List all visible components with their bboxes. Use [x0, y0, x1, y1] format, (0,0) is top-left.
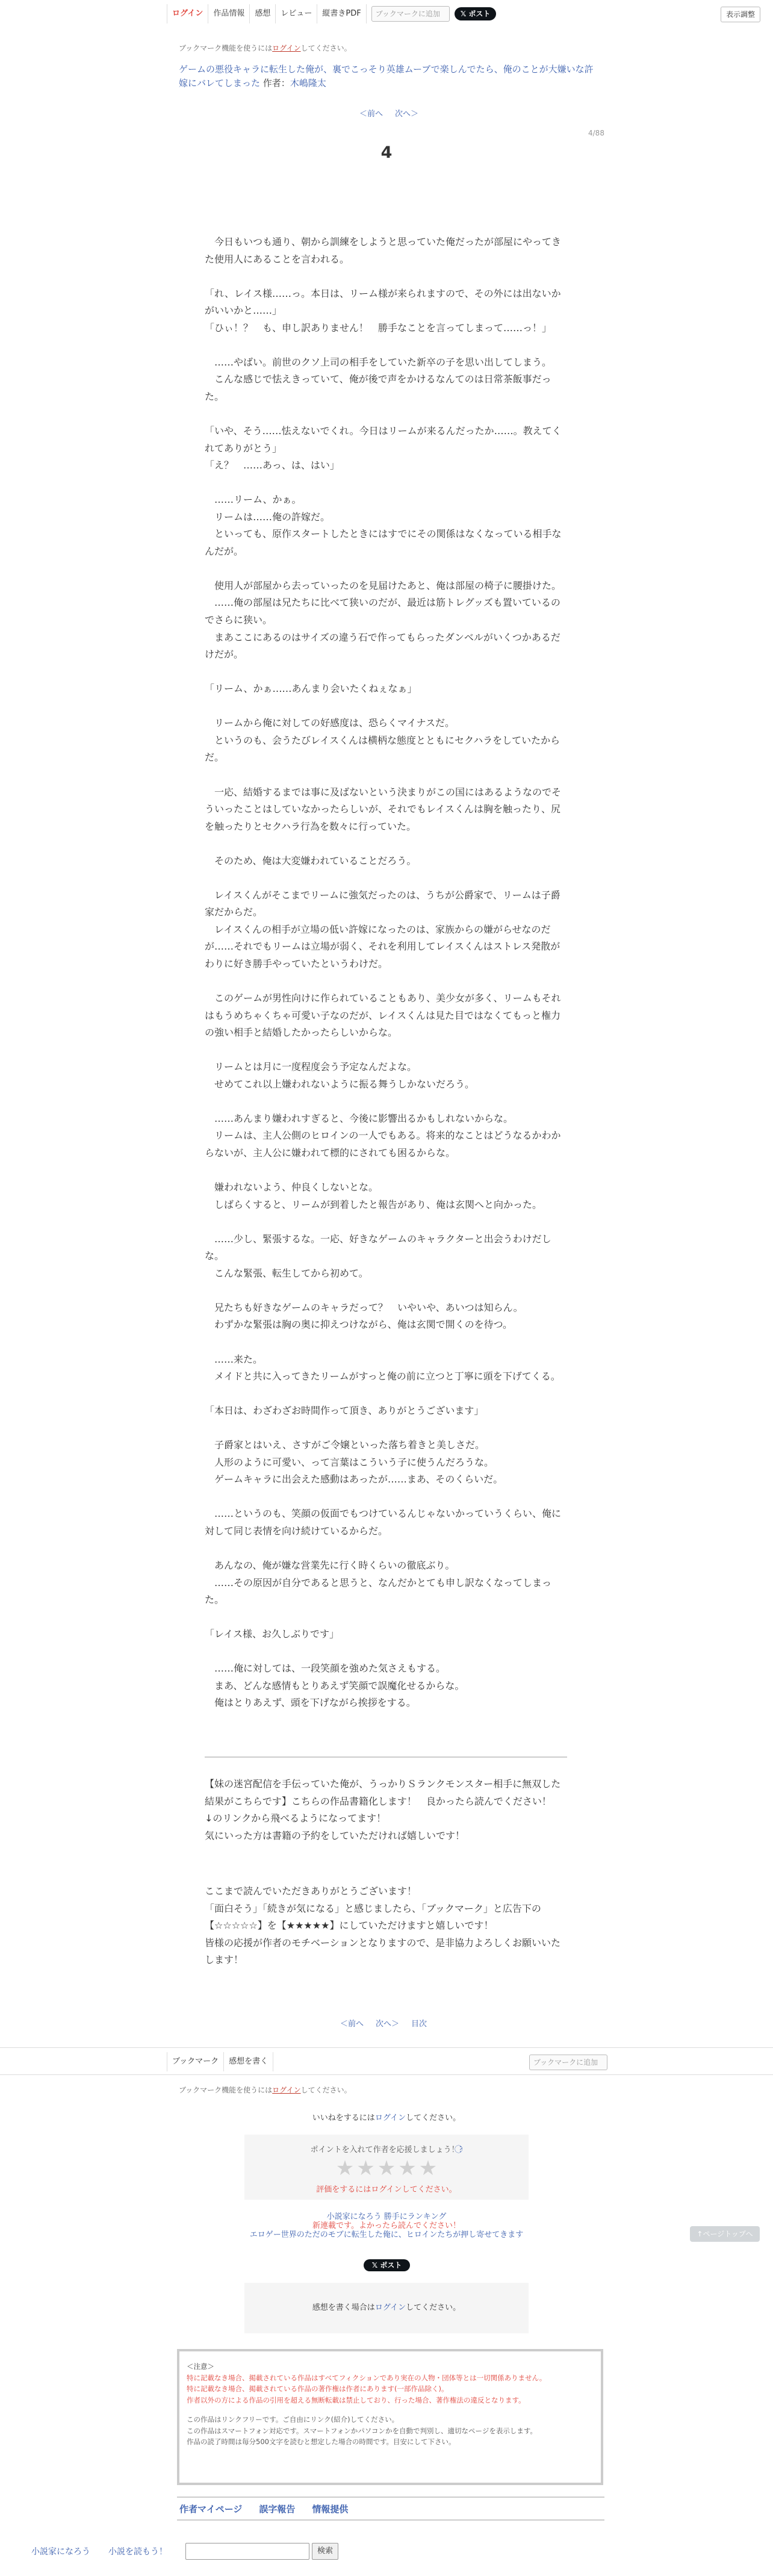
body-paragraph: 人形のように可愛い、って言葉はこういう子に使うんだろうな。: [205, 1456, 494, 1468]
body-paragraph: わずかな緊張は胸の奥に抑えつけながら、俺は玄関で開くのを待つ。: [205, 1319, 513, 1331]
body-paragraph: [205, 1643, 568, 1661]
bottom-bar-menu: [167, 2052, 273, 2071]
bookmark-link[interactable]: ブックマーク: [167, 2052, 224, 2071]
notice-gray-line: この作品はスマートフォン対応です。スマートフォンかパソコンかを自動で判別し、適切なページを表示します。: [187, 2426, 537, 2435]
typo-report-link[interactable]: 誤字報告: [259, 2503, 296, 2515]
vertical-pdf-link[interactable]: 縦書きPDF: [317, 4, 366, 23]
work-info-link[interactable]: 作品情報: [208, 4, 250, 23]
note-login-link[interactable]: ログイン: [272, 44, 301, 52]
body-paragraph: 「いや、そう……怯えないでくれ。今日はリームが来るんだったか……。教えてくれてありがとう」: [205, 425, 562, 454]
body-paragraph: [205, 1162, 568, 1180]
body-paragraph: [205, 268, 568, 285]
body-paragraph: 兄たちも好きなゲームのキャラだって？ いやいや、あいつは知らん。: [205, 1301, 523, 1313]
body-paragraph: あんなの、俺が嫌な営業先に行く時くらいの徹底ぶり。: [205, 1560, 455, 1572]
afterword-paragraph: 「面白そう」「続きが気になる」と感じましたら、「ブックマーク」と広告下の【☆☆☆☆☆】を【★★★★★】にしていただけますと嬉しいです！: [205, 1902, 541, 1932]
body-paragraph: ……やばい。前世のクソ上司の相手をしていた新卒の子を思い出してしまう。: [205, 356, 552, 368]
body-paragraph: リームとは月に一度程度会う予定なんだよな。: [205, 1061, 417, 1073]
notice-box: [177, 2349, 603, 2485]
note-login-link-bottom[interactable]: ログイン: [272, 2086, 301, 2094]
rating-star-icon[interactable]: ★: [398, 2156, 417, 2180]
body-paragraph: 使用人が部屋から去っていったのを見届けたあと、俺は部屋の椅子に腰掛けた。: [205, 579, 562, 591]
body-paragraph: リームは、主人公側のヒロインの一人でもある。将来的なことはどうなるかわからないが、主人公に嫌われて標的にされても困るからな。: [205, 1130, 561, 1159]
ranking-block: [0, 2212, 773, 2239]
body-paragraph: [205, 973, 568, 991]
rating-stars: [244, 2158, 529, 2179]
impressions-suffix: してください。: [406, 2303, 461, 2312]
notice-gap: [187, 2406, 594, 2414]
iine-login-link[interactable]: ログイン: [374, 2114, 406, 2123]
body-paragraph: ……来た。: [205, 1353, 263, 1365]
body-paragraph: [205, 1420, 568, 1437]
notice-gray-line: 作品の読了時間は毎分500文字を読むと想定した場合の時間です。目安にして下さい。: [187, 2438, 456, 2446]
rating-star-icon[interactable]: ★: [356, 2156, 375, 2180]
footer-links: [177, 2497, 604, 2521]
top-header: [0, 0, 773, 28]
x-post-button-bottom[interactable]: [364, 2259, 410, 2271]
body-paragraph: ……リーム、かぁ。: [205, 494, 302, 506]
x-post-label: ポスト: [468, 10, 491, 18]
impressions-prefix: 感想を書く場合は: [312, 2303, 375, 2312]
iine-prefix: いいねをするには: [312, 2114, 375, 2123]
rating-title: [244, 2143, 529, 2154]
note-prefix: ブックマーク機能を使うには: [179, 44, 273, 52]
x-logo-icon: 𝕏: [460, 10, 467, 18]
footer-bottom: [0, 2536, 773, 2566]
write-impression-link[interactable]: 感想を書く: [224, 2052, 273, 2071]
body-paragraph: ゲームキャラに出会えた感動はあったが……まあ、そのくらいだ。: [205, 1473, 503, 1486]
body-paragraph: 「本日は、わざわざお時間作って頂き、ありがとうございます」: [205, 1405, 484, 1417]
rating-box: [244, 2135, 529, 2200]
body-paragraph: [205, 1042, 568, 1059]
rating-login-link[interactable]: ログイン: [371, 2185, 402, 2194]
x-logo-icon: 𝕏: [371, 2261, 378, 2270]
body-paragraph: レイスくんがそこまでリームに強気だったのは、うちが公爵家で、リームは子爵家だからだ。: [205, 889, 560, 918]
chapter-number: 4: [380, 143, 393, 162]
info-provide-link[interactable]: 情報提供: [312, 2503, 349, 2515]
page-top-button[interactable]: ↑ページトップへ: [690, 2226, 760, 2242]
rating-star-icon[interactable]: ★: [377, 2156, 396, 2180]
body-paragraph: 「え？ ……あっ、は、はい」: [205, 459, 340, 471]
afterword-divider: [205, 1756, 567, 1758]
prev-page-link-bottom[interactable]: ＜前へ: [340, 2020, 364, 2029]
body-paragraph: [205, 835, 568, 853]
body-paragraph: [205, 1093, 568, 1110]
body-paragraph: 俺はとりあえず、頭を下げながら挨拶をする。: [205, 1697, 416, 1709]
afterword-paragraph: ここまで読んでいただきありがとうございます！: [205, 1885, 417, 1897]
rating-star-icon[interactable]: ★: [418, 2156, 438, 2180]
body-paragraph: 一応、結婚するまでは事に及ばないという決まりがこの国にはあるようなのでそういったことはしていなかったらしいが、それでもレイスくんは胸を触ったり、尻を触ったりとセクハラ行為を数々に行っていた。: [205, 786, 562, 832]
body-paragraph: 子爵家とはいえ、さすがご令嬢といった落ち着きと美しさだ。: [205, 1439, 485, 1451]
note-prefix-bottom: ブックマーク機能を使うには: [179, 2086, 273, 2094]
next-page-link[interactable]: 次へ＞: [395, 110, 419, 119]
body-paragraph: 「ひぃ！？ も、申し訳ありません！ 勝手なことを言ってしまって……っ！」: [205, 322, 552, 334]
body-paragraph: ……俺の部屋は兄たちに比べて狭いのだが、最近は筋トレグッズも置いているのでさらに狭い。: [205, 597, 560, 626]
body-paragraph: といっても、原作スタートしたときにはすでにその関係はなくなっている相手なんだが。: [205, 528, 562, 557]
narou-home-link[interactable]: 小説家になろう: [31, 2547, 90, 2557]
prev-page-link[interactable]: ＜前へ: [359, 110, 383, 119]
rating-login-prefix: 評価をするには: [316, 2185, 371, 2194]
body-paragraph: [205, 1609, 568, 1626]
body-paragraph: このゲームが男性向けに作られていることもあり、美少女が多く、リームもそれはもうめちゃくちゃ可愛い子なのだが、レイスくんは見た目ではなくてもっと権力の強い相手と結婚したかったらしいからな。: [205, 992, 561, 1039]
search-button[interactable]: 検索: [312, 2543, 338, 2560]
ranking-link[interactable]: 小説家になろう 勝手にランキング: [326, 2212, 447, 2221]
display-settings-button[interactable]: 表示調整: [721, 7, 760, 22]
novel-title-link[interactable]: ゲームの悪役キャラに転生した俺が、裏でこっそり英雄ムーブで楽しんでたら、俺のことが大嫌いな許嫁にバレてしまった: [179, 64, 594, 89]
body-paragraph: レイスくんの相手が立場の低い許嫁になったのは、家族からの嫌がらせなのだが……それでもリームは立場が弱く、それを利用してレイスくんはストレス発散がわりに好き勝手やっていたというわけだ。: [205, 923, 560, 969]
note-suffix-bottom: してください。: [300, 2086, 352, 2094]
rating-title-text: ポイントを入れて作者を応援しましょう！: [310, 2145, 459, 2154]
author-link[interactable]: 木嶋隆太: [290, 78, 326, 89]
bookmark-login-note: [179, 43, 352, 53]
body-paragraph: こんな緊張、転生してから初めて。: [205, 1267, 368, 1279]
pager-top: [359, 107, 418, 119]
body-paragraph: [205, 337, 568, 354]
body-paragraph: というのも、会うたびレイスくんは横柄な態度とともにセクハラをしていたからだ。: [205, 734, 560, 764]
body-paragraph: [205, 1489, 568, 1506]
body-paragraph: 「リーム、かぁ……あんまり会いたくねぇなぁ」: [205, 683, 417, 695]
ranking-novel-link[interactable]: エロゲー世界のただのモブに転生した俺に、ヒロインたちが押し寄せてきます: [249, 2230, 524, 2239]
body-paragraph: ……その原因が自分であると思うと、なんだかとても申し訳なくなってしまった。: [205, 1576, 552, 1606]
login-link[interactable]: ログイン: [167, 4, 208, 23]
body-paragraph: [205, 560, 568, 577]
bookmark-login-note-bottom: [179, 2085, 352, 2095]
author-label: 作者：: [262, 78, 290, 89]
rating-login-suffix: してください。: [402, 2185, 457, 2194]
afterword-paragraph: ↓のリンクから飛べるようになってます！: [205, 1812, 386, 1825]
body-paragraph: ……あんまり嫌われすぎると、今後に影響出るかもしれないからな。: [205, 1112, 514, 1124]
header-menu: [167, 4, 496, 23]
impressions-box: [244, 2283, 529, 2333]
body-paragraph: リームから俺に対しての好感度は、恐らくマイナスだ。: [205, 717, 455, 729]
body-paragraph: 「レイス様、お久しぶりです」: [205, 1628, 340, 1640]
body-paragraph: [205, 664, 568, 681]
body-paragraph: [205, 767, 568, 784]
rating-login-note: [244, 2183, 529, 2194]
notice-gray-line: この作品はリンクフリーです。ご自由にリンク(紹介)してください。: [187, 2415, 399, 2424]
body-paragraph: [205, 1334, 568, 1351]
pager-bottom: [340, 2017, 427, 2029]
search-input[interactable]: [185, 2543, 309, 2560]
body-paragraph: メイドと共に入ってきたリームがすっと俺の前に立つと丁寧に頭を下げてくる。: [205, 1370, 560, 1383]
body-paragraph: [205, 405, 568, 423]
afterword-paragraph: 皆様の応援が作者のモチベーションとなりますので、是非協力よろしくお願いいたします！: [205, 1937, 561, 1966]
impressions-link[interactable]: 感想: [250, 4, 276, 23]
body-paragraph: ……というのも、笑顔の仮面でもつけているんじゃないかっていうくらい、俺に対して同じ表情を向け続けているからだ。: [205, 1508, 562, 1537]
body-paragraph: しばらくすると、リームが到着したと報告があり、俺は玄関へと向かった。: [205, 1198, 542, 1210]
afterword-paragraph: 【妹の迷宮配信を手伝っていた俺が、うっかりＳランクモンスター相手に無双した結果がこちらです】こちらの作品書籍化します！ 良かったら読んでください！: [205, 1778, 561, 1807]
body-paragraph: そのため、俺は大変嫌われていることだろう。: [205, 854, 417, 866]
question-circle-icon[interactable]: ?⃝: [459, 2145, 463, 2154]
novel-body: [205, 234, 568, 1712]
ranking-subtitle: 新連載です。よかったら読んでください！: [312, 2221, 461, 2230]
body-paragraph: まあここにあるのはサイズの違う石で作ってもらったダンベルがいくつかあるだけだが。: [205, 631, 560, 661]
toc-link[interactable]: 目次: [411, 2020, 427, 2029]
body-paragraph: [205, 1540, 568, 1558]
body-paragraph: [205, 698, 568, 715]
x-post-button[interactable]: [455, 7, 497, 20]
page-count: 4/88: [588, 129, 604, 137]
note-suffix: してください。: [300, 44, 352, 52]
body-paragraph: [205, 474, 568, 492]
notice-red-line: 作者以外の方による作品の引用を超える無断転載は禁止しており、行った場合、著作権法の違反となります。: [187, 2395, 526, 2404]
novel-title-block: [179, 63, 600, 90]
body-paragraph: ……俺に対しては、一段笑顔を強めた気さえもする。: [205, 1663, 446, 1675]
body-paragraph: 「れ、レイス様……っ。本日は、リーム様が来られますので、その外には出ないか がいいかと……」: [205, 287, 561, 317]
notice-red-line: 特に記載なき場合、掲載されている作品の著作権は作者にあります(一部作品除く)。: [187, 2385, 449, 2393]
rating-star-icon[interactable]: ★: [335, 2156, 355, 2180]
body-paragraph: [205, 1282, 568, 1299]
body-paragraph: こんな感じで怯えきっていて、俺が後で声をかけるなんてのは日常茶飯事だった。: [205, 373, 551, 402]
body-paragraph: 嫌われないよう、仲良くしないとな。: [205, 1181, 379, 1193]
body-paragraph: ……少し、緊張するな。一応、好きなゲームのキャラクターと出会うわけだしな。: [205, 1233, 551, 1262]
bookmark-add-button[interactable]: ブックマークに追加: [371, 6, 450, 22]
body-paragraph: まあ、どんな感情もとりあえず笑顔で誤魔化せるからな。: [205, 1679, 465, 1691]
body-paragraph: [205, 870, 568, 887]
author-mypage-link[interactable]: 作者マイページ: [179, 2503, 243, 2515]
bookmark-add-button-bottom[interactable]: ブックマークに追加: [529, 2055, 607, 2070]
body-paragraph: [205, 1213, 568, 1231]
body-paragraph: リームは……俺の許嫁だ。: [205, 511, 331, 523]
next-page-link-bottom[interactable]: 次へ＞: [376, 2020, 400, 2029]
review-link[interactable]: レビュー: [276, 4, 317, 23]
iine-suffix: してください。: [406, 2114, 461, 2123]
body-paragraph: [205, 1386, 568, 1403]
afterword-thanks: [205, 1883, 568, 1969]
body-paragraph: せめてこれ以上嫌われないように振る舞うしかないだろう。: [205, 1078, 475, 1090]
iine-login-note: [0, 2111, 773, 2123]
yomou-link[interactable]: 小説を読もう！: [108, 2547, 167, 2557]
impressions-login-link[interactable]: ログイン: [374, 2303, 406, 2312]
notice-red-line: 特に記載なき場合、掲載されている作品はすべてフィクションであり実在の人物・団体等とは一切関係ありません。: [187, 2373, 547, 2382]
afterword-paragraph: 気にいった方は書籍の予約をしていただければ嬉しいです！: [205, 1829, 465, 1841]
body-paragraph: 今日もいつも通り、朝から訓練をしようと思っていた俺だったが部屋にやってきた使用人にあることを言われる。: [205, 236, 562, 265]
bottom-bar: [0, 2047, 773, 2075]
afterword-announcement: [205, 1776, 568, 1844]
notice-title: ＜注意＞: [187, 2362, 214, 2371]
x-post-label-bottom: ポスト: [380, 2261, 402, 2270]
